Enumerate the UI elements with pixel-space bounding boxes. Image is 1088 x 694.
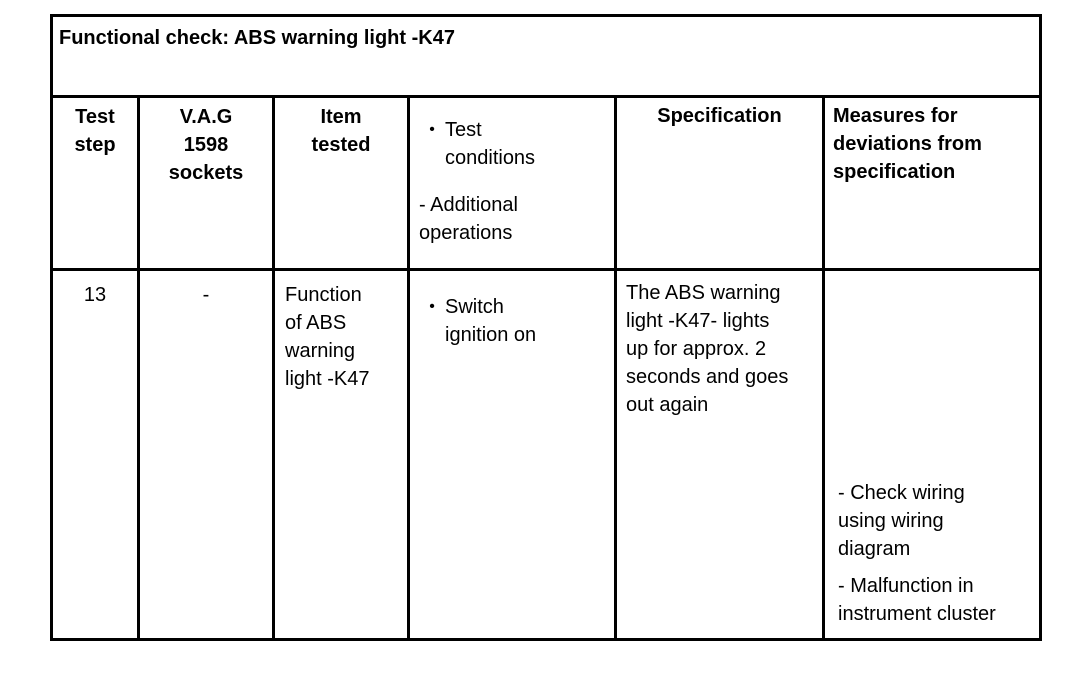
title-bar (53, 17, 1039, 98)
cell-measures-line: using wiring (838, 510, 944, 532)
cell-item-tested-line: of ABS (285, 312, 347, 334)
table-title: Functional check: ABS warning light -K47 (59, 27, 455, 49)
column-divider (822, 98, 825, 638)
header-additional-line: - Additional (419, 194, 518, 216)
bullet-icon: • (429, 298, 435, 315)
header-test-step-line: step (74, 134, 116, 156)
cell-measures-line: instrument cluster (838, 603, 996, 625)
cell-measures-check-wiring (838, 479, 1038, 563)
header-item-tested (275, 103, 407, 159)
cell-measures-malfunction (838, 572, 1038, 628)
header-test-step-line: Test (75, 106, 115, 128)
procedure-table (50, 14, 1042, 641)
header-vag-sockets-line: V.A.G (179, 106, 233, 128)
header-additional-operations (419, 191, 609, 247)
header-test-conditions (419, 116, 609, 172)
cell-vag-sockets: - (202, 284, 210, 306)
cell-condition-line: Switch (445, 296, 504, 318)
row-divider (53, 268, 1039, 271)
column-divider (407, 98, 410, 638)
header-conditions-line: Test (445, 119, 482, 141)
cell-specification-line: out again (626, 394, 709, 416)
header-specification-line: Specification (657, 105, 782, 127)
cell-item-tested-line: Function (285, 284, 362, 306)
cell-specification-line: up for approx. 2 (626, 338, 767, 360)
cell-test-condition (419, 293, 609, 349)
header-vag-sockets-line: sockets (168, 162, 244, 184)
cell-specification (626, 279, 821, 419)
cell-measures-line: - Check wiring (838, 482, 965, 504)
cell-condition-line: ignition on (445, 324, 537, 346)
column-divider (272, 98, 275, 638)
header-test-step (53, 103, 137, 159)
cell-specification-line: The ABS warning (626, 282, 781, 304)
cell-item-tested-line: warning (285, 340, 356, 362)
header-additional-line: operations (419, 222, 513, 244)
header-conditions-line: conditions (445, 147, 536, 169)
cell-specification-line: seconds and goes (626, 366, 789, 388)
header-vag-sockets-line: 1598 (183, 134, 229, 156)
cell-specification-line: light -K47- lights (626, 310, 770, 332)
cell-item-tested (285, 281, 403, 393)
header-item-tested-line: tested (311, 134, 371, 156)
header-vag-sockets (140, 103, 272, 187)
header-conditions-text (445, 116, 535, 172)
cell-test-step: 13 (83, 284, 107, 306)
cell-condition-text (445, 293, 536, 349)
header-specification (617, 102, 822, 130)
header-measures-line: specification (833, 161, 956, 183)
bullet-icon: • (429, 121, 435, 138)
column-divider (614, 98, 617, 638)
header-item-tested-line: Item (320, 106, 362, 128)
header-conditions-bullet-row (419, 116, 609, 172)
cell-condition-bullet-row (419, 293, 609, 349)
header-measures (833, 102, 1033, 186)
header-measures-line: deviations from (833, 133, 982, 155)
header-measures-line: Measures for (833, 105, 958, 127)
cell-measures-line: - Malfunction in (838, 575, 974, 597)
cell-measures-line: diagram (838, 538, 911, 560)
cell-item-tested-line: light -K47 (285, 368, 370, 390)
